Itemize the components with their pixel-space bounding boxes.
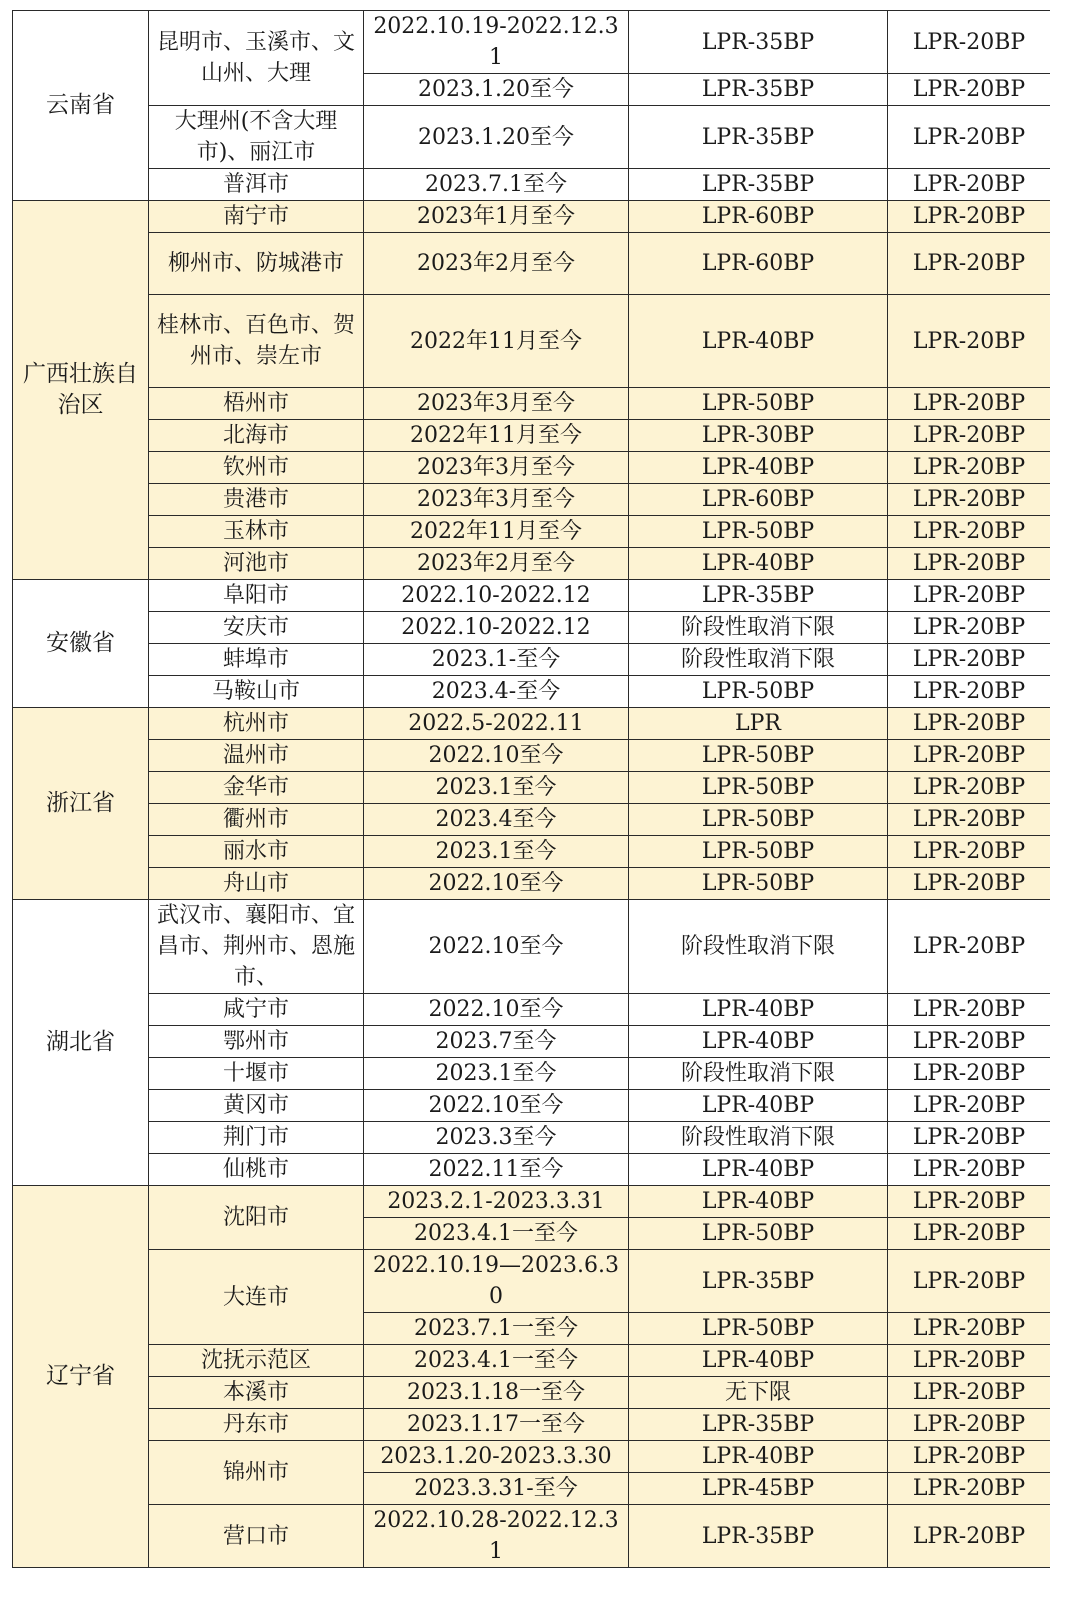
first-home-rate-cell: LPR-50BP <box>629 1218 888 1250</box>
second-home-rate-cell: LPR-20BP <box>888 772 1051 804</box>
table-row <box>13 1409 1051 1441</box>
city-cell: 柳州市、防城港市 <box>149 233 364 295</box>
second-home-rate-cell: LPR-20BP <box>888 388 1051 420</box>
first-home-rate-cell: LPR-40BP <box>629 1026 888 1058</box>
table-row <box>13 708 1051 740</box>
first-home-rate-cell: LPR-40BP <box>629 1090 888 1122</box>
period-cell: 2022年11月至今 <box>364 516 629 548</box>
period-cell: 2023.1至今 <box>364 836 629 868</box>
city-cell: 河池市 <box>149 548 364 580</box>
table-row <box>13 1154 1051 1186</box>
city-cell: 玉林市 <box>149 516 364 548</box>
first-home-rate-cell: 阶段性取消下限 <box>629 1122 888 1154</box>
period-cell: 2022.10至今 <box>364 740 629 772</box>
second-home-rate-cell: LPR-20BP <box>888 201 1051 233</box>
second-home-rate-cell: LPR-20BP <box>888 1218 1051 1250</box>
second-home-rate-cell: LPR-20BP <box>888 169 1051 201</box>
first-home-rate-cell: LPR-60BP <box>629 484 888 516</box>
second-home-rate-cell: LPR-20BP <box>888 804 1051 836</box>
policy-table-container <box>12 10 1050 1600</box>
table-row <box>13 1026 1051 1058</box>
city-cell: 衢州市 <box>149 804 364 836</box>
second-home-rate-cell: LPR-20BP <box>888 233 1051 295</box>
first-home-rate-cell: 阶段性取消下限 <box>629 644 888 676</box>
table-row <box>13 868 1051 900</box>
city-cell: 安庆市 <box>149 612 364 644</box>
second-home-rate-cell: LPR-20BP <box>888 1441 1051 1473</box>
second-home-rate-cell: LPR-20BP <box>888 1250 1051 1313</box>
city-cell: 锦州市 <box>149 1441 364 1505</box>
period-cell: 2023.7.1一至今 <box>364 1313 629 1345</box>
first-home-rate-cell: LPR-40BP <box>629 1441 888 1473</box>
first-home-rate-cell: LPR-40BP <box>629 1345 888 1377</box>
first-home-rate-cell: LPR-35BP <box>629 1505 888 1568</box>
first-home-rate-cell: LPR-50BP <box>629 676 888 708</box>
period-cell: 2022.10至今 <box>364 900 629 994</box>
table-row <box>13 201 1051 233</box>
table-row <box>13 233 1051 295</box>
city-cell: 丽水市 <box>149 836 364 868</box>
second-home-rate-cell: LPR-20BP <box>888 548 1051 580</box>
second-home-rate-cell: LPR-20BP <box>888 11 1051 74</box>
city-cell: 北海市 <box>149 420 364 452</box>
province-cell: 湖北省 <box>13 900 149 1186</box>
period-cell: 2023年3月至今 <box>364 388 629 420</box>
city-cell: 舟山市 <box>149 868 364 900</box>
period-cell: 2022.10.19—2023.6.30 <box>364 1250 629 1313</box>
second-home-rate-cell: LPR-20BP <box>888 836 1051 868</box>
second-home-rate-cell: LPR-20BP <box>888 106 1051 169</box>
city-cell: 本溪市 <box>149 1377 364 1409</box>
table-row <box>13 1058 1051 1090</box>
first-home-rate-cell: LPR-40BP <box>629 548 888 580</box>
city-cell: 营口市 <box>149 1505 364 1568</box>
period-cell: 2023年2月至今 <box>364 548 629 580</box>
first-home-rate-cell: LPR-35BP <box>629 11 888 74</box>
second-home-rate-cell: LPR-20BP <box>888 1345 1051 1377</box>
city-cell: 钦州市 <box>149 452 364 484</box>
first-home-rate-cell: 阶段性取消下限 <box>629 612 888 644</box>
mortgage-rate-table <box>12 10 1050 1568</box>
period-cell: 2022.10至今 <box>364 994 629 1026</box>
province-cell: 广西壮族自治区 <box>13 201 149 580</box>
period-cell: 2023.2.1-2023.3.31 <box>364 1186 629 1218</box>
period-cell: 2022.10-2022.12 <box>364 612 629 644</box>
table-body <box>13 11 1051 1568</box>
table-row <box>13 644 1051 676</box>
period-cell: 2023.4.1一至今 <box>364 1345 629 1377</box>
period-cell: 2023.1至今 <box>364 1058 629 1090</box>
table-row <box>13 106 1051 169</box>
first-home-rate-cell: 阶段性取消下限 <box>629 900 888 994</box>
city-cell: 蚌埠市 <box>149 644 364 676</box>
period-cell: 2023.1.20至今 <box>364 106 629 169</box>
period-cell: 2022.10至今 <box>364 1090 629 1122</box>
first-home-rate-cell: LPR-35BP <box>629 106 888 169</box>
first-home-rate-cell: LPR-30BP <box>629 420 888 452</box>
city-cell: 金华市 <box>149 772 364 804</box>
period-cell: 2023.3.31-至今 <box>364 1473 629 1505</box>
second-home-rate-cell: LPR-20BP <box>888 676 1051 708</box>
city-cell: 武汉市、襄阳市、宜昌市、荆州市、恩施市、 <box>149 900 364 994</box>
second-home-rate-cell: LPR-20BP <box>888 1186 1051 1218</box>
first-home-rate-cell: 阶段性取消下限 <box>629 1058 888 1090</box>
city-cell: 仙桃市 <box>149 1154 364 1186</box>
period-cell: 2023年2月至今 <box>364 233 629 295</box>
first-home-rate-cell: LPR-35BP <box>629 74 888 106</box>
province-cell: 辽宁省 <box>13 1186 149 1568</box>
first-home-rate-cell: LPR-50BP <box>629 772 888 804</box>
second-home-rate-cell: LPR-20BP <box>888 644 1051 676</box>
first-home-rate-cell: LPR-50BP <box>629 836 888 868</box>
second-home-rate-cell: LPR-20BP <box>888 580 1051 612</box>
second-home-rate-cell: LPR-20BP <box>888 868 1051 900</box>
table-row <box>13 1345 1051 1377</box>
table-row <box>13 420 1051 452</box>
city-cell: 杭州市 <box>149 708 364 740</box>
city-cell: 大连市 <box>149 1250 364 1345</box>
second-home-rate-cell: LPR-20BP <box>888 740 1051 772</box>
first-home-rate-cell: LPR-35BP <box>629 1409 888 1441</box>
table-row <box>13 1441 1051 1473</box>
city-cell: 贵港市 <box>149 484 364 516</box>
period-cell: 2023.1.20至今 <box>364 74 629 106</box>
second-home-rate-cell: LPR-20BP <box>888 612 1051 644</box>
first-home-rate-cell: LPR-35BP <box>629 1250 888 1313</box>
first-home-rate-cell: LPR-50BP <box>629 388 888 420</box>
table-row <box>13 772 1051 804</box>
period-cell: 2022年11月至今 <box>364 295 629 388</box>
second-home-rate-cell: LPR-20BP <box>888 295 1051 388</box>
first-home-rate-cell: LPR-50BP <box>629 740 888 772</box>
first-home-rate-cell: LPR-35BP <box>629 169 888 201</box>
table-row <box>13 1505 1051 1568</box>
period-cell: 2022.10-2022.12 <box>364 580 629 612</box>
table-row <box>13 1122 1051 1154</box>
first-home-rate-cell: LPR-60BP <box>629 201 888 233</box>
second-home-rate-cell: LPR-20BP <box>888 1505 1051 1568</box>
table-row <box>13 548 1051 580</box>
period-cell: 2022.10至今 <box>364 868 629 900</box>
first-home-rate-cell: LPR-50BP <box>629 1313 888 1345</box>
province-cell: 云南省 <box>13 11 149 201</box>
period-cell: 2023.3至今 <box>364 1122 629 1154</box>
first-home-rate-cell: LPR-40BP <box>629 1186 888 1218</box>
city-cell: 南宁市 <box>149 201 364 233</box>
table-row <box>13 388 1051 420</box>
period-cell: 2023.7.1至今 <box>364 169 629 201</box>
period-cell: 2022年11月至今 <box>364 420 629 452</box>
city-cell: 温州市 <box>149 740 364 772</box>
period-cell: 2023.1-至今 <box>364 644 629 676</box>
period-cell: 2023.1.18一至今 <box>364 1377 629 1409</box>
city-cell: 梧州市 <box>149 388 364 420</box>
first-home-rate-cell: LPR-35BP <box>629 580 888 612</box>
period-cell: 2022.5-2022.11 <box>364 708 629 740</box>
period-cell: 2022.10.19-2022.12.31 <box>364 11 629 74</box>
table-row <box>13 295 1051 388</box>
second-home-rate-cell: LPR-20BP <box>888 484 1051 516</box>
city-cell: 沈阳市 <box>149 1186 364 1250</box>
first-home-rate-cell: LPR-50BP <box>629 516 888 548</box>
period-cell: 2023年3月至今 <box>364 484 629 516</box>
table-row <box>13 1250 1051 1313</box>
table-row <box>13 900 1051 994</box>
first-home-rate-cell: LPR-40BP <box>629 1154 888 1186</box>
first-home-rate-cell: LPR-40BP <box>629 295 888 388</box>
second-home-rate-cell: LPR-20BP <box>888 420 1051 452</box>
city-cell: 阜阳市 <box>149 580 364 612</box>
table-row <box>13 169 1051 201</box>
city-cell: 荆门市 <box>149 1122 364 1154</box>
table-row <box>13 994 1051 1026</box>
period-cell: 2023.4.1一至今 <box>364 1218 629 1250</box>
second-home-rate-cell: LPR-20BP <box>888 1154 1051 1186</box>
city-cell: 黄冈市 <box>149 1090 364 1122</box>
second-home-rate-cell: LPR-20BP <box>888 74 1051 106</box>
table-row <box>13 612 1051 644</box>
province-cell: 安徽省 <box>13 580 149 708</box>
first-home-rate-cell: LPR-45BP <box>629 1473 888 1505</box>
table-row <box>13 516 1051 548</box>
second-home-rate-cell: LPR-20BP <box>888 900 1051 994</box>
province-cell: 浙江省 <box>13 708 149 900</box>
city-cell: 鄂州市 <box>149 1026 364 1058</box>
first-home-rate-cell: LPR-60BP <box>629 233 888 295</box>
second-home-rate-cell: LPR-20BP <box>888 516 1051 548</box>
period-cell: 2023.1.17一至今 <box>364 1409 629 1441</box>
city-cell: 昆明市、玉溪市、文山州、大理 <box>149 11 364 106</box>
table-row <box>13 836 1051 868</box>
period-cell: 2023年3月至今 <box>364 452 629 484</box>
first-home-rate-cell: LPR-50BP <box>629 804 888 836</box>
city-cell: 丹东市 <box>149 1409 364 1441</box>
city-cell: 十堰市 <box>149 1058 364 1090</box>
period-cell: 2022.10.28-2022.12.31 <box>364 1505 629 1568</box>
city-cell: 大理州(不含大理市)、丽江市 <box>149 106 364 169</box>
city-cell: 马鞍山市 <box>149 676 364 708</box>
table-row <box>13 11 1051 74</box>
city-cell: 桂林市、百色市、贺州市、崇左市 <box>149 295 364 388</box>
second-home-rate-cell: LPR-20BP <box>888 1377 1051 1409</box>
table-row <box>13 740 1051 772</box>
period-cell: 2023.4-至今 <box>364 676 629 708</box>
period-cell: 2022.11至今 <box>364 1154 629 1186</box>
period-cell: 2023.7至今 <box>364 1026 629 1058</box>
period-cell: 2023.1至今 <box>364 772 629 804</box>
first-home-rate-cell: LPR-50BP <box>629 868 888 900</box>
second-home-rate-cell: LPR-20BP <box>888 1473 1051 1505</box>
second-home-rate-cell: LPR-20BP <box>888 1026 1051 1058</box>
second-home-rate-cell: LPR-20BP <box>888 1090 1051 1122</box>
table-row <box>13 1186 1051 1218</box>
first-home-rate-cell: LPR-40BP <box>629 994 888 1026</box>
period-cell: 2023年1月至今 <box>364 201 629 233</box>
table-row <box>13 804 1051 836</box>
table-row <box>13 484 1051 516</box>
first-home-rate-cell: LPR-40BP <box>629 452 888 484</box>
table-row <box>13 452 1051 484</box>
first-home-rate-cell: LPR <box>629 708 888 740</box>
city-cell: 咸宁市 <box>149 994 364 1026</box>
second-home-rate-cell: LPR-20BP <box>888 708 1051 740</box>
first-home-rate-cell: 无下限 <box>629 1377 888 1409</box>
table-row <box>13 676 1051 708</box>
second-home-rate-cell: LPR-20BP <box>888 1409 1051 1441</box>
second-home-rate-cell: LPR-20BP <box>888 1313 1051 1345</box>
table-row <box>13 1090 1051 1122</box>
second-home-rate-cell: LPR-20BP <box>888 1058 1051 1090</box>
second-home-rate-cell: LPR-20BP <box>888 994 1051 1026</box>
second-home-rate-cell: LPR-20BP <box>888 452 1051 484</box>
period-cell: 2023.1.20-2023.3.30 <box>364 1441 629 1473</box>
second-home-rate-cell: LPR-20BP <box>888 1122 1051 1154</box>
table-row <box>13 580 1051 612</box>
city-cell: 普洱市 <box>149 169 364 201</box>
period-cell: 2023.4至今 <box>364 804 629 836</box>
city-cell: 沈抚示范区 <box>149 1345 364 1377</box>
table-row <box>13 1377 1051 1409</box>
